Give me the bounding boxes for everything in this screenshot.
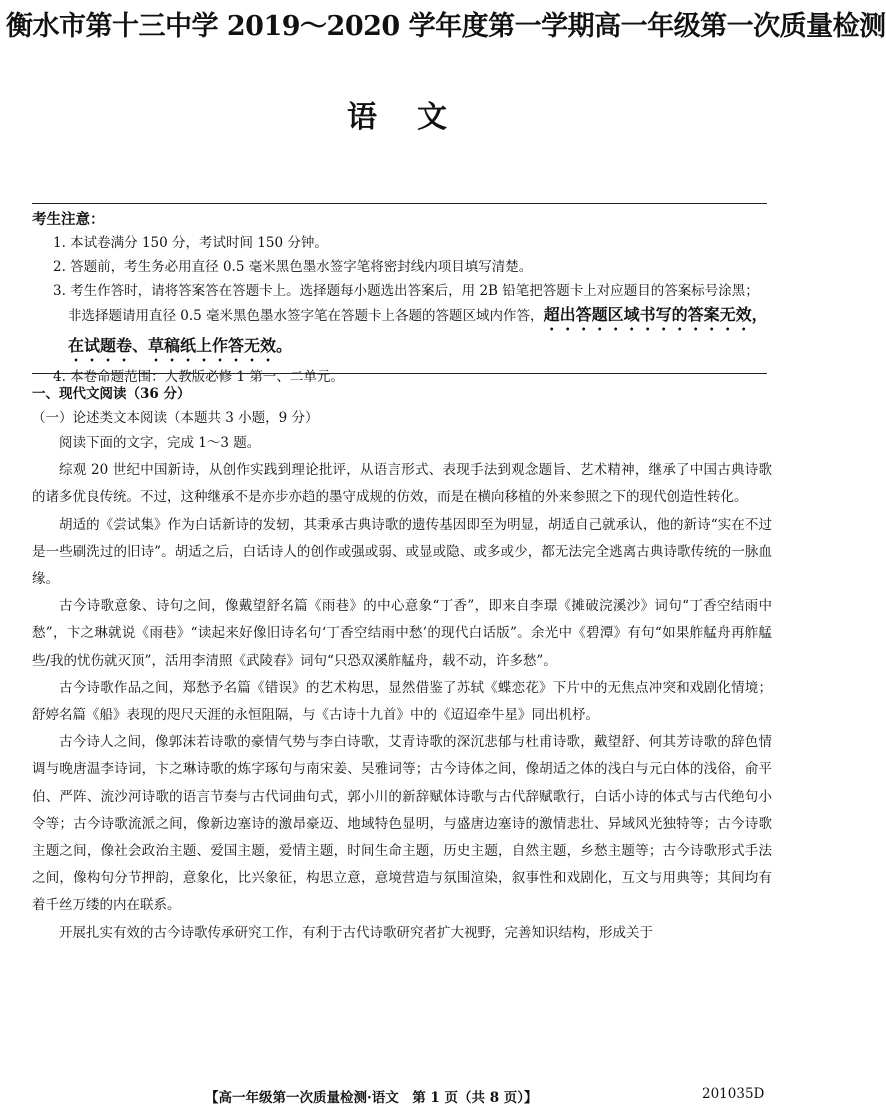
notice-item-4: 4. 本卷命题范围：人教版必修 1 第一、二单元。 <box>53 369 344 385</box>
paragraph-6: 开展扎实有效的古今诗歌传承研究工作，有利于古代诗歌研究者扩大视野，完善知识结构，形成关于 <box>59 924 653 941</box>
paragraph-2: 胡适的《尝试集》作为白话新诗的发轫，其秉承古典诗歌的遗传基因即至为明显，胡适自己就承认，他的新诗“实在不过是一些刷洗过的旧诗”。胡适之后，白话诗人的创作或强或弱、或显或隐、或多或少，都无法完全逃离古典诗歌传统的一脉血缘。 <box>32 516 772 588</box>
paragraph-5: 古今诗人之间，像郭沫若诗歌的豪情气势与李白诗歌，艾青诗歌的深沉悲郁与杜甫诗歌，戴望舒、何其芳诗歌的辞色情调与晚唐温李诗词，卞之琳诗歌的炼字琢句与南宋姜、吴雅词等；古今诗体之间，像胡适之体的浅白与元白体的浅俗，俞平伯、严阵、流沙河诗歌的语言节奏与古代词曲句式，郭小川的新辞赋体诗歌与古代辞赋歌行，白话小诗的体式与古代绝句小令等；古今诗歌流派之间，像新边塞诗的激昂豪迈、地域特色显明，与盛唐边塞诗的激情悲壮、异域风光独特等；古今诗歌主题之间，像社会政治主题、爱国主题，爱情主题，时间生命主题，历史主题，自然主题，乡愁主题等；古今诗歌形式手法之间，像构句分节押韵，意象化，比兴象征，构思立意，意境营造与氛围渲染，叙事性和戏剧化，互文与用典等；其间均有着千丝万缕的内在联系。 <box>32 734 772 914</box>
footer-page-info: 【高一年级第一次质量检测·语文 第 1 页（共 8 页）】 <box>205 1090 538 1106</box>
reading-section <box>32 382 772 947</box>
notice-item-2: 2. 答题前，考生务必用直径 0.5 毫米黑色墨水签字笔将密封线内项目填写清楚。 <box>53 259 533 275</box>
notice-item-3 <box>32 279 772 365</box>
instruction-text: 阅读下面的文字，完成 1～3 题。 <box>59 435 261 451</box>
exam-title: 衡水市第十三中学 2019～2020 学年度第一学期高一年级第一次质量检测 <box>6 11 886 42</box>
notice-item-1: 1. 本试卷满分 150 分，考试时间 150 分钟。 <box>53 235 328 251</box>
notice-heading: 考生注意： <box>32 211 105 228</box>
section-subtitle: （一）论述类文本阅读（本题共 3 小题，9 分） <box>32 410 319 426</box>
notice-block <box>32 209 772 389</box>
notice-item-3-text: 3. 考生作答时，请将答案答在答题卡上。选择题每小题选出答案后，用 2B 铅笔把答题卡上对应题目的答案标号涂黑；非选择题请用直径 0.5 毫米黑色墨水签字笔在答题卡上各题的答题区域内作答， <box>53 283 759 324</box>
section-title: 一、现代文阅读（36 分） <box>32 386 191 402</box>
paragraph-1: 综观 20 世纪中国新诗，从创作实践到理论批评，从语言形式、表现手法到观念题旨、艺术精神，继承了中国古典诗歌的诸多优良传统。不过，这种继承不是亦步亦趋的墨守成规的仿效，而是在横向移植的外来参照之下的现代创造性转化。 <box>32 462 772 506</box>
top-rule <box>32 203 767 204</box>
paragraph-3: 古今诗歌意象、诗句之间，像戴望舒名篇《雨巷》的中心意象“丁香”，即来自李璟《摊破浣溪沙》词句“丁香空结雨中愁”，卞之琳就说《雨巷》“读起来好像旧诗名句‘丁香空结雨中愁’的现代白话版”。余光中《碧潭》有句“如果舴艋舟再舴艋些/我的忧伤就灭顶”，活用李清照《武陵春》词句“只恐双溪舴艋舟，载不动，许多愁”。 <box>32 598 772 669</box>
footer-code: 201035D <box>702 1086 765 1102</box>
subject-title: 语文 <box>347 100 487 135</box>
paragraph-4: 古今诗歌作品之间，郑愁予名篇《错误》的艺术构思，显然借鉴了苏轼《蝶恋花》下片中的无焦点冲突和戏剧化情境；舒婷名篇《船》表现的咫尺天涯的永恒阻隔，与《古诗十九首》中的《迢迢牵牛星》同出机杼。 <box>32 679 772 724</box>
notice-bottom-rule <box>32 373 767 374</box>
notice-item-3-emphasis: 超出答题区域书写的答案无效，在试题卷、草稿纸上作答无效。 <box>68 305 768 355</box>
